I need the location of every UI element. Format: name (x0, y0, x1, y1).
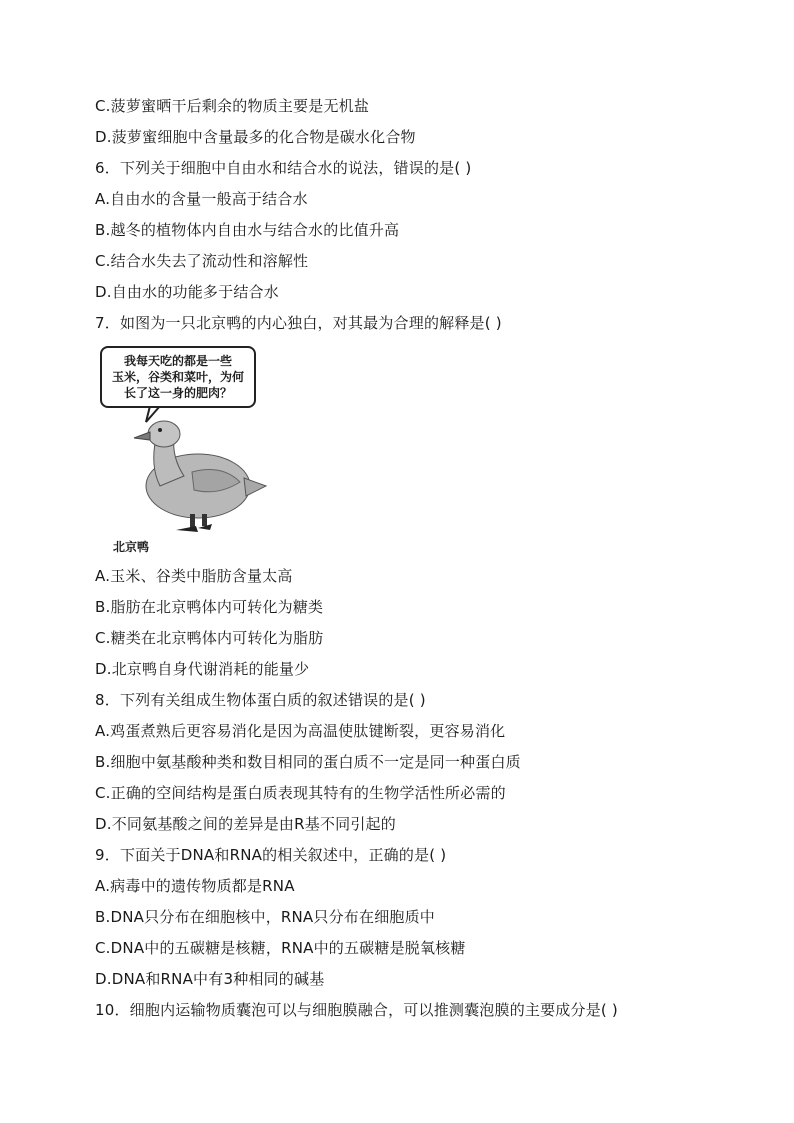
option-7b: B.脂肪在北京鸭体内可转化为糖类 (95, 598, 324, 616)
question-8: 8．下列有关组成生物体蛋白质的叙述错误的是( ) (95, 691, 426, 709)
option-8a: A.鸡蛋煮熟后更容易消化是因为高温使肽键断裂，更容易消化 (95, 722, 506, 740)
option-8b: B.细胞中氨基酸种类和数目相同的蛋白质不一定是同一种蛋白质 (95, 753, 521, 771)
option-6b: B.越冬的植物体内自由水与结合水的比值升高 (95, 221, 400, 239)
option-5c: C.菠萝蜜晒干后剩余的物质主要是无机盐 (95, 97, 370, 115)
option-8d: D.不同氨基酸之间的差异是由R基不同引起的 (95, 815, 396, 833)
option-9c: C.DNA中的五碳糖是核糖，RNA中的五碳糖是脱氧核糖 (95, 939, 466, 957)
option-5d: D.菠萝蜜细胞中含量最多的化合物是碳水化合物 (95, 128, 416, 146)
option-6a: A.自由水的含量一般高于结合水 (95, 190, 308, 208)
figure-caption: 北京鸭 (113, 540, 150, 554)
option-9a: A.病毒中的遗传物质都是RNA (95, 877, 295, 895)
bubble-line-3: 长了这一身的肥肉？ (123, 386, 232, 400)
question-9: 9．下面关于DNA和RNA的相关叙述中，正确的是( ) (95, 846, 447, 864)
question-7: 7．如图为一只北京鸭的内心独白，对其最为合理的解释是( ) (95, 314, 502, 332)
option-9b: B.DNA只分布在细胞核中，RNA只分布在细胞质中 (95, 908, 435, 926)
option-7c: C.糖类在北京鸭体内可转化为脂肪 (95, 629, 324, 647)
speech-bubble (100, 346, 256, 408)
option-6c: C.结合水失去了流动性和溶解性 (95, 252, 309, 270)
option-6d: D.自由水的功能多于结合水 (95, 283, 279, 301)
option-7a: A.玉米、谷类中脂肪含量太高 (95, 567, 293, 585)
question-6: 6．下列关于细胞中自由水和结合水的说法，错误的是( ) (95, 159, 472, 177)
duck-figure (98, 346, 278, 558)
bubble-line-1: 我每天吃的都是一些 (123, 354, 232, 368)
bubble-line-2: 玉米，谷类和菜叶，为何 (111, 370, 244, 384)
question-10: 10．细胞内运输物质囊泡可以与细胞膜融合，可以推测囊泡膜的主要成分是( ) (95, 1001, 618, 1019)
option-8c: C.正确的空间结构是蛋白质表现其特有的生物学活性所必需的 (95, 784, 506, 802)
option-7d: D.北京鸭自身代谢消耗的能量少 (95, 660, 310, 678)
option-9d: D.DNA和RNA中有3种相同的碱基 (95, 970, 325, 988)
